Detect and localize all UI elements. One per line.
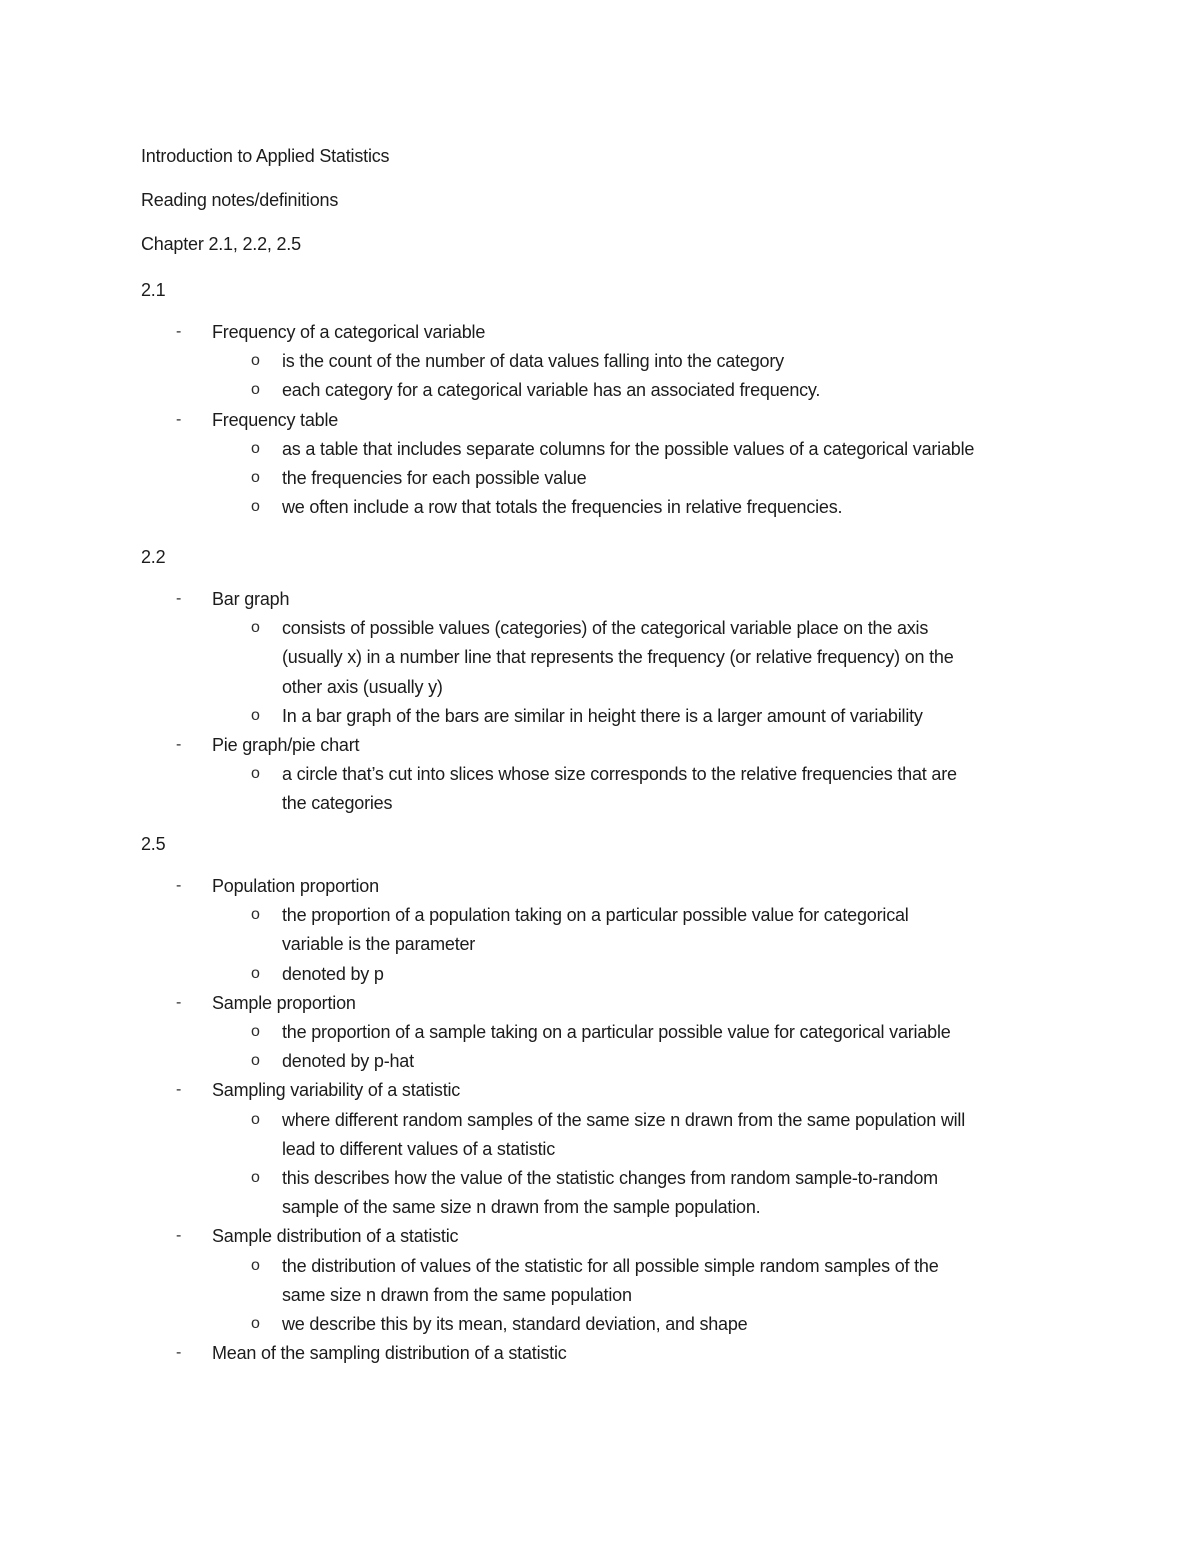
dash-bullet: - (176, 736, 182, 753)
circle-bullet: o (251, 707, 260, 724)
term-label: Sample proportion (212, 993, 356, 1013)
dash-bullet: - (176, 1344, 182, 1361)
point-text: this describes how the value of the statistic changes from random sample-to-random (282, 1168, 938, 1188)
term-label: Bar graph (212, 589, 290, 609)
circle-bullet: o (251, 965, 260, 982)
point-text: lead to different values of a statistic (282, 1139, 556, 1159)
circle-bullet: o (251, 381, 260, 398)
point-text: the categories (282, 793, 393, 813)
circle-bullet: o (251, 1257, 260, 1274)
point-text: denoted by p-hat (282, 1051, 414, 1071)
point-text: where different random samples of the same size n drawn from the same population will (282, 1110, 966, 1130)
section-heading: 2.5 (141, 834, 166, 854)
point-text: is the count of the number of data values falling into the category (282, 351, 784, 371)
point-text: we often include a row that totals the frequencies in relative frequencies. (282, 497, 843, 517)
point-text: the proportion of a sample taking on a particular possible value for categorical variable (282, 1022, 951, 1042)
point-text: the proportion of a population taking on a particular possible value for categorical (282, 905, 909, 925)
point-text: we describe this by its mean, standard deviation, and shape (282, 1314, 748, 1334)
term-label: Mean of the sampling distribution of a statistic (212, 1343, 567, 1363)
circle-bullet: o (251, 498, 260, 515)
dash-bullet: - (176, 1081, 182, 1098)
dash-bullet: - (176, 323, 182, 340)
dash-bullet: - (176, 590, 182, 607)
term-label: Population proportion (212, 876, 379, 896)
document-subtitle: Reading notes/definitions (141, 190, 339, 210)
point-text: each category for a categorical variable has an associated frequency. (282, 380, 821, 400)
circle-bullet: o (251, 469, 260, 486)
point-text: (usually x) in a number line that represents the frequency (or relative frequency) on the (282, 647, 954, 667)
term-label: Sampling variability of a statistic (212, 1080, 461, 1100)
circle-bullet: o (251, 1315, 260, 1332)
point-text: the frequencies for each possible value (282, 468, 587, 488)
point-text: In a bar graph of the bars are similar in height there is a larger amount of variability (282, 706, 923, 726)
circle-bullet: o (251, 1169, 260, 1186)
point-text: a circle that’s cut into slices whose size corresponds to the relative frequencies that are (282, 764, 957, 784)
circle-bullet: o (251, 352, 260, 369)
point-text: variable is the parameter (282, 934, 476, 954)
point-text: as a table that includes separate columns for the possible values of a categorical variable (282, 439, 975, 459)
dash-bullet: - (176, 411, 182, 428)
dash-bullet: - (176, 877, 182, 894)
dash-bullet: - (176, 1227, 182, 1244)
point-text: the distribution of values of the statistic for all possible simple random samples of the (282, 1256, 939, 1276)
point-text: sample of the same size n drawn from the sample population. (282, 1197, 761, 1217)
point-text: other axis (usually y) (282, 677, 443, 697)
circle-bullet: o (251, 440, 260, 457)
section-heading: 2.1 (141, 280, 166, 300)
circle-bullet: o (251, 1111, 260, 1128)
chapters-line: Chapter 2.1, 2.2, 2.5 (141, 234, 301, 254)
point-text: same size n drawn from the same population (282, 1285, 632, 1305)
section-heading: 2.2 (141, 547, 166, 567)
circle-bullet: o (251, 765, 260, 782)
document-title: Introduction to Applied Statistics (141, 146, 390, 166)
term-label: Frequency table (212, 410, 339, 430)
circle-bullet: o (251, 906, 260, 923)
term-label: Frequency of a categorical variable (212, 322, 486, 342)
term-label: Pie graph/pie chart (212, 735, 360, 755)
circle-bullet: o (251, 1023, 260, 1040)
dash-bullet: - (176, 994, 182, 1011)
point-text: denoted by p (282, 964, 384, 984)
term-label: Sample distribution of a statistic (212, 1226, 459, 1246)
circle-bullet: o (251, 619, 260, 636)
point-text: consists of possible values (categories) of the categorical variable place on the axis (282, 618, 929, 638)
circle-bullet: o (251, 1052, 260, 1069)
